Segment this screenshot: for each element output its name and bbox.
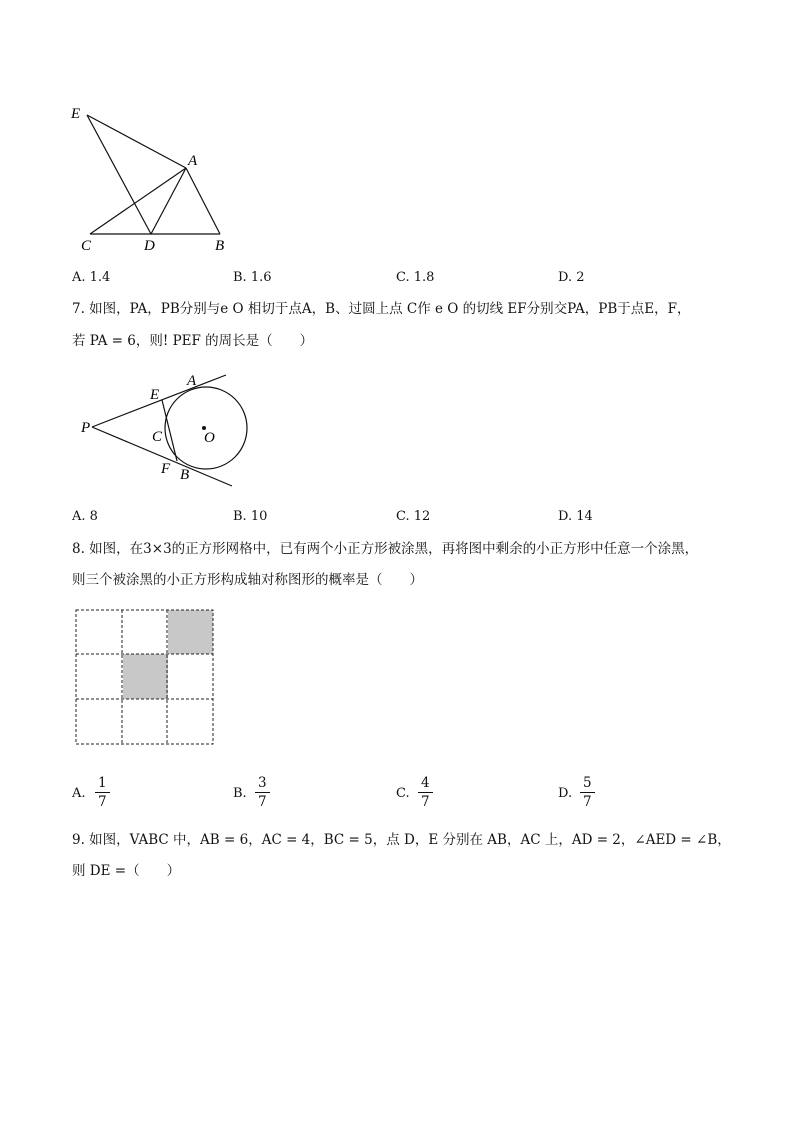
q8-option-c-letter: C. xyxy=(396,786,410,801)
label-O: O xyxy=(204,430,215,446)
label-B: B xyxy=(215,238,225,254)
q7-text-line2: 若 PA = 6，则! PEF 的周长是（ ） xyxy=(72,333,314,349)
fraction-numerator: 5 xyxy=(580,774,595,793)
figure-q8-grid xyxy=(74,608,216,748)
q7-option-b: B. 10 xyxy=(233,509,268,524)
label-A: A xyxy=(188,153,198,169)
q9-text-line1: 9. 如图，VABC 中，AB = 6，AC = 4，BC = 5，点 D，E 分别在 AB，AC 上，AD = 2，∠AED = ∠B， xyxy=(72,832,731,848)
label-B: B xyxy=(180,467,190,483)
q7-option-a: A. 8 xyxy=(72,509,98,524)
fraction-denominator: 7 xyxy=(98,794,107,810)
label-F: F xyxy=(161,461,171,477)
q7-text-line1: 7. 如图，PA，PB分别与e O 相切于点A，B、过圆上点 C作 e O 的切线 EF分别交PA，PB于点E，F， xyxy=(72,301,691,317)
q7-option-d: D. 14 xyxy=(558,509,593,524)
segment-AB xyxy=(186,168,220,234)
figure-q6-triangle xyxy=(60,95,260,260)
q8-option-b-fraction xyxy=(255,774,270,811)
fraction-numerator: 3 xyxy=(255,774,270,793)
label-D: D xyxy=(144,238,155,254)
shaded-cell-top-right xyxy=(168,610,213,654)
q8-text-line2: 则三个被涂黑的小正方形构成轴对称图形的概率是（ ） xyxy=(72,572,423,588)
q6-option-b: B. 1.6 xyxy=(233,270,272,285)
label-E: E xyxy=(71,106,81,122)
q8-option-d-fraction xyxy=(580,774,595,811)
segment-ED xyxy=(87,115,151,234)
figure-q7-tangent-circle xyxy=(70,365,270,495)
q8-option-b-letter: B. xyxy=(233,786,247,801)
q8-option-c-fraction xyxy=(418,774,433,811)
q6-option-c: C. 1.8 xyxy=(396,270,435,285)
q8-option-a-fraction xyxy=(95,774,110,811)
q6-option-d: D. 2 xyxy=(558,270,585,285)
shaded-cell-center xyxy=(123,654,168,699)
label-P: P xyxy=(81,420,91,436)
fraction-denominator: 7 xyxy=(421,794,430,810)
q8-option-d-letter: D. xyxy=(558,786,573,801)
q6-option-a: A. 1.4 xyxy=(72,270,111,285)
segment-CA xyxy=(90,168,186,234)
label-A: A xyxy=(187,373,197,389)
label-C: C xyxy=(152,429,163,445)
q7-option-c: C. 12 xyxy=(396,509,431,524)
q8-text-line1: 8. 如图，在3×3的正方形网格中，已有两个小正方形被涂黑，再将图中剩余的小正方形中任意一个涂黑， xyxy=(72,541,699,557)
fraction-denominator: 7 xyxy=(258,794,267,810)
fraction-numerator: 1 xyxy=(95,774,110,793)
fraction-denominator: 7 xyxy=(583,794,592,810)
label-C: C xyxy=(81,238,92,254)
label-E: E xyxy=(150,387,160,403)
segment-DA xyxy=(151,168,186,234)
fraction-numerator: 4 xyxy=(418,774,433,793)
q9-text-line2: 则 DE =（ ） xyxy=(72,863,181,879)
q8-option-a-letter: A. xyxy=(72,786,86,801)
